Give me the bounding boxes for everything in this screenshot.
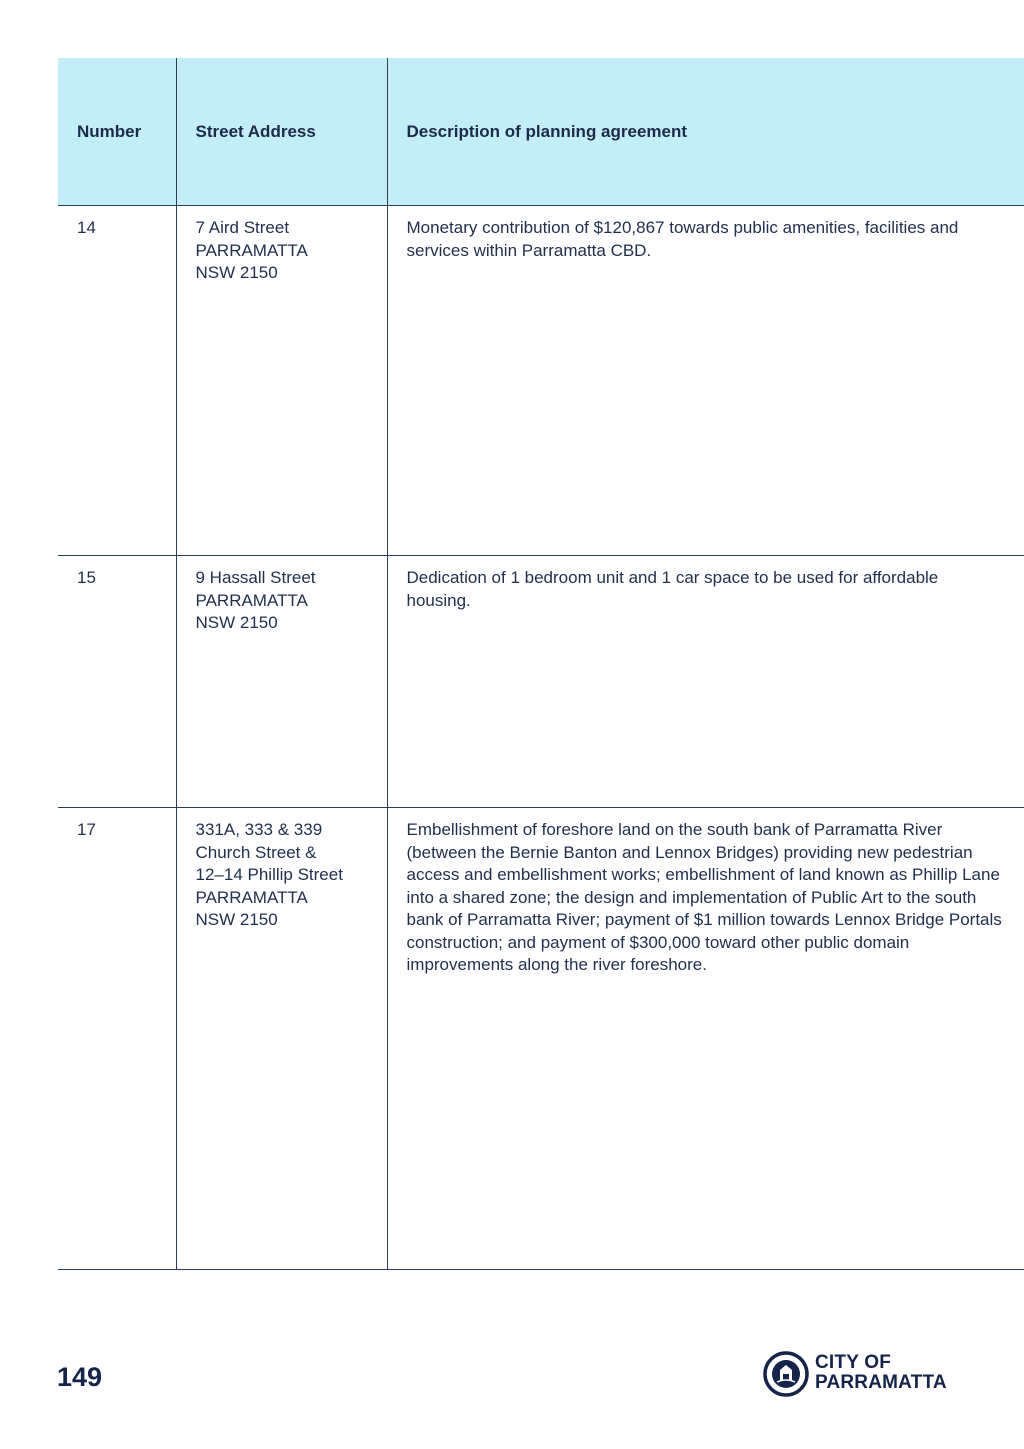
logo-line-2: PARRAMATTA	[815, 1372, 947, 1393]
cell-street-address: 9 Hassall Street PARRAMATTA NSW 2150	[176, 556, 387, 808]
cell-description: Dedication of 1 bedroom unit and 1 car space to be used for affordable housing.	[387, 556, 1024, 808]
column-header-description: Description of planning agreement	[387, 58, 1024, 206]
city-crest-icon	[763, 1351, 809, 1397]
table-row	[58, 206, 1024, 556]
cell-description: Embellishment of foreshore land on the south bank of Parramatta River (between the Bernie Banton and Lennox Bridges) providing new pedestrian access and embellishment works; embellishment of land known as Phillip Lane into a shared zone; the design and implementation of Public Art to the south bank of Parramatta River; payment of $1 million towards Lennox Bridge Portals construction; and payment of $300,000 toward other public domain improvements along the river foreshore.	[387, 808, 1024, 1270]
cell-street-address: 331A, 333 & 339 Church Street & 12–14 Phillip Street PARRAMATTA NSW 2150	[176, 808, 387, 1270]
cell-number: 14	[58, 206, 176, 556]
planning-agreements-table	[58, 58, 1024, 1270]
table-row	[58, 808, 1024, 1270]
cell-street-address: 7 Aird Street PARRAMATTA NSW 2150	[176, 206, 387, 556]
cell-description: Monetary contribution of $120,867 towards public amenities, facilities and services within Parramatta CBD.	[387, 206, 1024, 556]
logo-line-1: CITY OF	[815, 1352, 891, 1373]
planning-agreements-table-wrapper	[58, 58, 1024, 1270]
table-row	[58, 556, 1024, 808]
cell-number: 15	[58, 556, 176, 808]
logo-wordmark	[815, 1353, 947, 1393]
city-of-parramatta-logo	[763, 1351, 963, 1399]
page-number: 149	[57, 1362, 103, 1392]
cell-number: 17	[58, 808, 176, 1270]
table-header-row	[58, 58, 1024, 206]
column-header-number: Number	[58, 58, 176, 206]
column-header-street-address: Street Address	[176, 58, 387, 206]
